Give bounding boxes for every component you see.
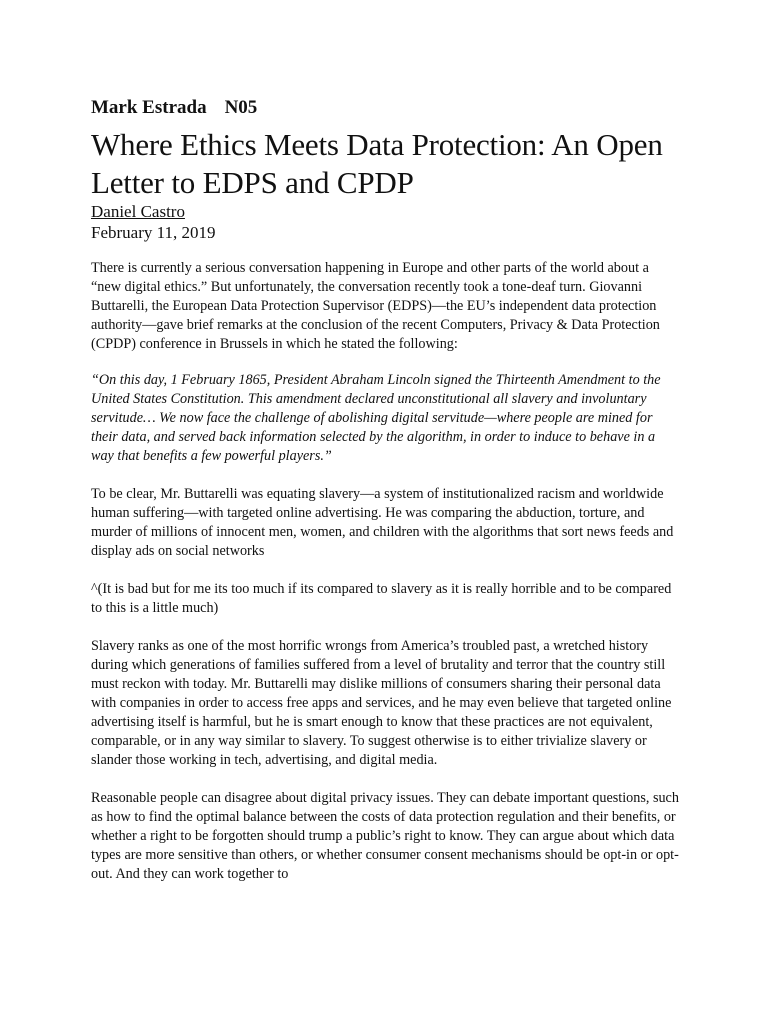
- privacy-debate-paragraph: Reasonable people can disagree about digital privacy issues. They can debate important questions, such as how to find the optimal balance between the costs of data protection regulation and their benefits, or whether a right to be forgotten should trump a public’s right to know. They can argue about which data types are more sensitive than others, or whether consumer consent mechanisms should be opt-in or opt-out. And they can work together to: [91, 790, 679, 882]
- slavery-paragraph: Slavery ranks as one of the most horrific wrongs from America’s troubled past, a wretched history during which generations of families suffered from a level of brutality and terror that the country still must reckon with today. Mr. Buttarelli may dislike millions of consumers sharing their personal data with companies in order to access free apps and services, and he may even believe that targeted online advertising itself is harmful, but he is smart enough to know that these practices are not equivalent, comparable, or in any way similar to slavery. To suggest otherwise is to either trivialize slavery or slander those working in tech, advertising, and digital media.: [91, 638, 672, 768]
- analysis-paragraph: To be clear, Mr. Buttarelli was equating slavery—a system of institutionalized racism and worldwide human suffering—with targeted online advertising. He was comparing the abduction, torture, and murder of millions of innocent men, women, and children with the algorithms that sort news feeds and display ads on social networks: [91, 486, 674, 559]
- document-header: [91, 96, 681, 120]
- publication-date: February 11, 2019: [91, 223, 216, 242]
- article-title: Where Ethics Meets Data Protection: An Open Letter to EDPS and CPDP: [91, 127, 663, 200]
- student-code: N05: [224, 97, 258, 118]
- reader-note-paragraph: ^(It is bad but for me its too much if its compared to slavery as it is really horrible and to be compared to this is a little much): [91, 581, 672, 616]
- document-page: [91, 96, 681, 884]
- quote-paragraph: “On this day, 1 February 1865, President Abraham Lincoln signed the Thirteenth Amendment to the United States Constitution. This amendment declared unconstitutional all slavery and involuntary servitude… We now face the challenge of abolishing digital servitude—where people are mined for their data, and served back information selected by the algorithm, in order to induce to behave in a way that benefits a few powerful players.”: [91, 372, 661, 464]
- student-name: Mark Estrada: [91, 97, 207, 118]
- intro-paragraph: There is currently a serious conversation happening in Europe and other parts of the world about a “new digital ethics.” But unfortunately, the conversation recently took a tone-deaf turn. Giovanni Buttarelli, the European Data Protection Supervisor (EDPS)—the EU’s independent data protection authority—gave brief remarks at the conclusion of the recent Computers, Privacy & Data Protection (CPDP) conference in Brussels in which he stated the following:: [91, 260, 660, 352]
- author-link[interactable]: Daniel Castro: [91, 202, 185, 221]
